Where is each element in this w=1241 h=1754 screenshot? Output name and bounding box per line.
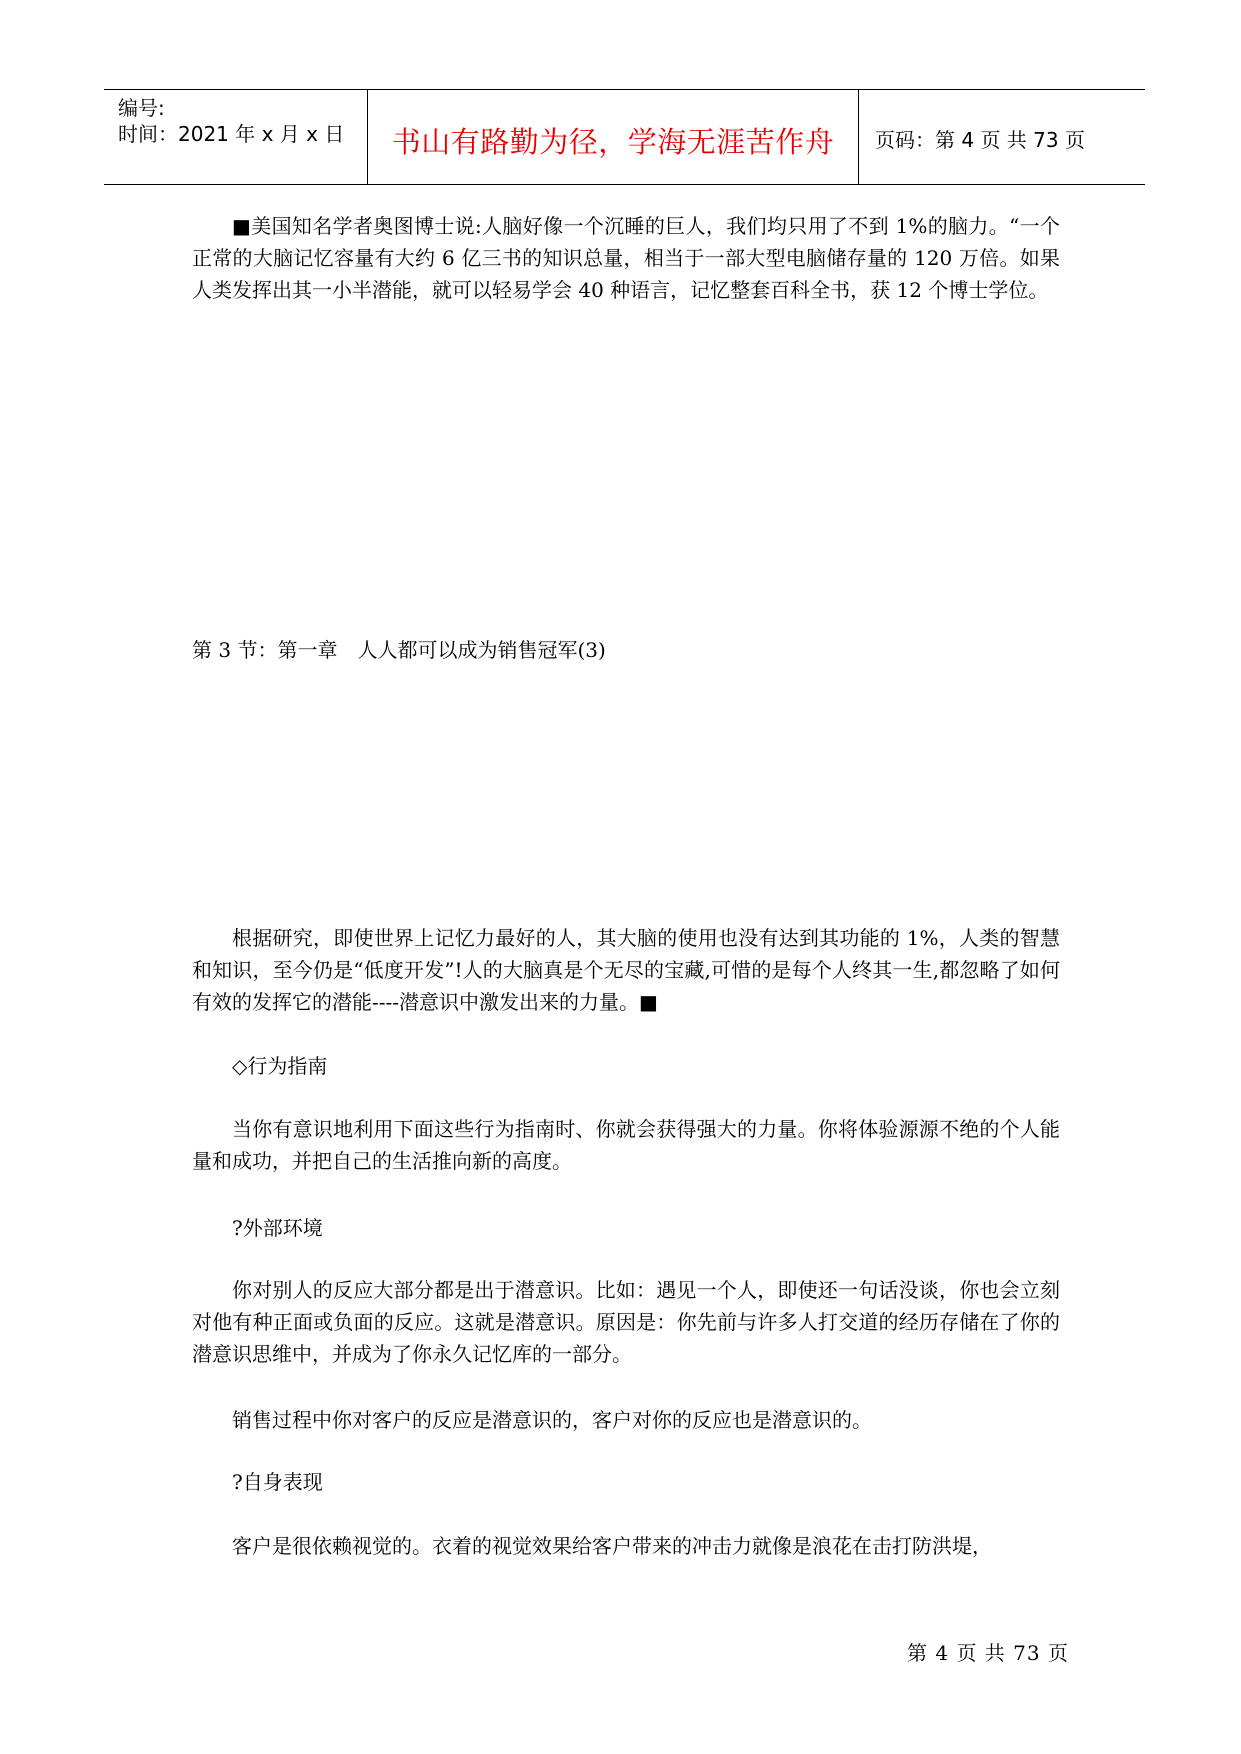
heading-self-presentation: ?自身表现 xyxy=(232,1470,323,1494)
paragraph-visual: 客户是很依赖视觉的。衣着的视觉效果给客户带来的冲击力就像是浪花在击打防洪堤， xyxy=(232,1534,992,1558)
paragraph-brain-potential: ■美国知名学者奥图博士说:人脑好像一个沉睡的巨人，我们均只用了不到 1%的脑力。“一个正常的大脑记忆容量有大约 6 亿三书的知识总量，相当于一部大型电脑储存量的 120 万倍。如果人类发挥出其一小半潜能，就可以轻易学会 40 种语言，记忆整套百科全书，获 12 个博士学位。 xyxy=(192,214,1060,302)
paragraph-sales-reaction: 销售过程中你对客户的反应是潜意识的，客户对你的反应也是潜意识的。 xyxy=(232,1408,872,1432)
header-info-cell xyxy=(104,90,367,184)
document-number-label: 编号: xyxy=(118,96,165,120)
document-time-label: 时间：2021 年 x 月 x 日 xyxy=(118,122,345,146)
paragraph-research: 根据研究，即使世界上记忆力最好的人，其大脑的使用也没有达到其功能的 1%，人类的智慧和知识，至今仍是“低度开发”!人的大脑真是个无尽的宝藏,可惜的是每个人终其一生,都忽略了如何有效的发挥它的潜能----潜意识中激发出来的力量。■ xyxy=(192,926,1060,1014)
paragraph-subconscious: 你对别人的反应大部分都是出于潜意识。比如：遇见一个人，即使还一句话没谈，你也会立刻对他有种正面或负面的反应。这就是潜意识。原因是：你先前与许多人打交道的经历存储在了你的潜意识思维中，并成为了你永久记忆库的一部分。 xyxy=(192,1278,1060,1366)
section-title: 第 3 节：第一章 人人都可以成为销售冠军(3) xyxy=(192,638,606,662)
header-motto-cell xyxy=(367,90,859,184)
page-footer: 第 4 页 共 73 页 xyxy=(907,1641,1069,1665)
heading-external-environment: ?外部环境 xyxy=(232,1216,323,1240)
header-motto: 书山有路勤为径，学海无涯苦作舟 xyxy=(391,125,835,159)
header-page-cell xyxy=(859,90,1145,184)
paragraph-guide-intro: 当你有意识地利用下面这些行为指南时、你就会获得强大的力量。你将体验源源不绝的个人能量和成功，并把自己的生活推向新的高度。 xyxy=(192,1117,1060,1173)
heading-behavior-guide: ◇行为指南 xyxy=(232,1054,328,1078)
header-page-code: 页码：第 4 页 共 73 页 xyxy=(875,128,1085,152)
document-header xyxy=(104,89,1145,185)
